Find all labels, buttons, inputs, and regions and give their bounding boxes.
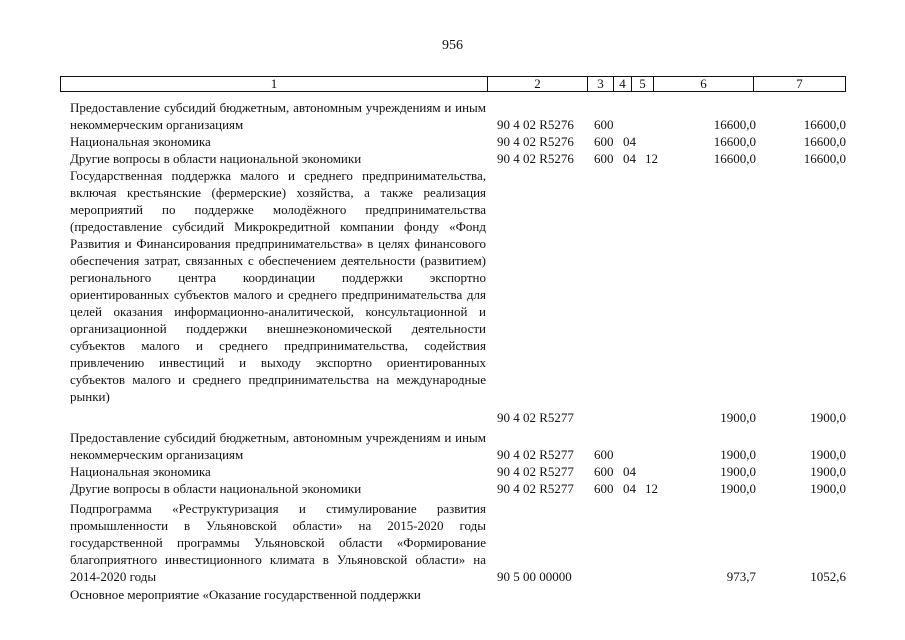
row-expense-type: 600 [594,481,614,496]
row-amount-1: 16600,0 [713,151,756,166]
row-description: Национальная экономика [70,134,211,149]
header-col-2: 2 [488,77,588,91]
header-col-5: 5 [632,77,654,91]
row-section: 04 [623,481,636,496]
row-amount-2: 16600,0 [803,117,846,132]
row-expense-type: 600 [594,464,614,479]
row-code: 90 4 02 R5277 [497,481,574,496]
row-code: 90 4 02 R5277 [497,410,574,425]
row-code: 90 4 02 R5277 [497,447,574,462]
row-amount-1: 973,7 [726,569,756,584]
row-expense-type: 600 [594,117,614,132]
row-amount-2: 1052,6 [810,569,846,584]
row-description: Подпрограмма «Реструктуризация и стимулирование развития промышленности в Ульяновской области» на 2015-2020 годы государственной программы Ульяновской области «Формирование благоприятного инвестиционного климата в Ульяновской области» на 2014-2020 годы [70,501,486,584]
row-amount-1: 16600,0 [713,134,756,149]
row-subsection: 12 [645,481,658,496]
row-section: 04 [623,151,636,166]
row-expense-type: 600 [594,134,614,149]
row-code: 90 4 02 R5276 [497,117,574,132]
row-description: Государственная поддержка малого и среднего предпринимательства, включая крестьянские (фермерские) хозяйства, а также реализация мероприятий по поддержке молодёжного предпринимательства (предоставление субсидий Микрокредитной компании фонду «Фонд Развития и Финансирования предпринимательства» в целях финансового обеспечения затрат, связанных с обеспечением деятельности (развитием) регионального центра координации поддержки экспортно ориентированных субъектов малого и среднего предпринимательства для целей оказания информационно-аналитической, консультационной и организационной поддержки внешнеэкономической деятельности субъектов малого и среднего предпринимательства, содействия привлечению инвестиций и выходу экспортно ориентированных субъектов малого и среднего предпринимательства на международные рынки) [70,168,486,404]
row-amount-1: 1900,0 [720,410,756,425]
row-subsection: 12 [645,151,658,166]
row-description: Национальная экономика [70,464,211,479]
page-number: 956 [442,38,463,53]
row-code: 90 4 02 R5276 [497,134,574,149]
row-description: Другие вопросы в области национальной экономики [70,151,362,166]
row-amount-2: 1900,0 [810,464,846,479]
row-amount-1: 16600,0 [713,117,756,132]
row-amount-2: 1900,0 [810,447,846,462]
row-section: 04 [623,464,636,479]
row-code: 90 4 02 R5277 [497,464,574,479]
row-code: 90 5 00 00000 [497,569,572,584]
row-description: Предоставление субсидий бюджетным, автономным учреждениям и иным некоммерческим организациям [70,100,486,132]
row-description: Другие вопросы в области национальной экономики [70,481,362,496]
row-amount-2: 1900,0 [810,410,846,425]
row-amount-1: 1900,0 [720,481,756,496]
row-description: Предоставление субсидий бюджетным, автономным учреждениям и иным некоммерческим организациям [70,430,486,462]
row-amount-2: 16600,0 [803,134,846,149]
table-header [60,76,846,92]
header-col-4: 4 [614,77,632,91]
header-col-7: 7 [796,76,803,91]
row-expense-type: 600 [594,151,614,166]
row-section: 04 [623,134,636,149]
header-col-1: 1 [61,77,488,91]
header-col-3: 3 [588,77,614,91]
row-amount-2: 16600,0 [803,151,846,166]
row-expense-type: 600 [594,447,614,462]
header-col-6: 6 [654,77,754,91]
row-description: Основное мероприятие «Оказание государственной поддержки [70,587,421,602]
row-amount-2: 1900,0 [810,481,846,496]
row-amount-1: 1900,0 [720,464,756,479]
row-amount-1: 1900,0 [720,447,756,462]
row-code: 90 4 02 R5276 [497,151,574,166]
